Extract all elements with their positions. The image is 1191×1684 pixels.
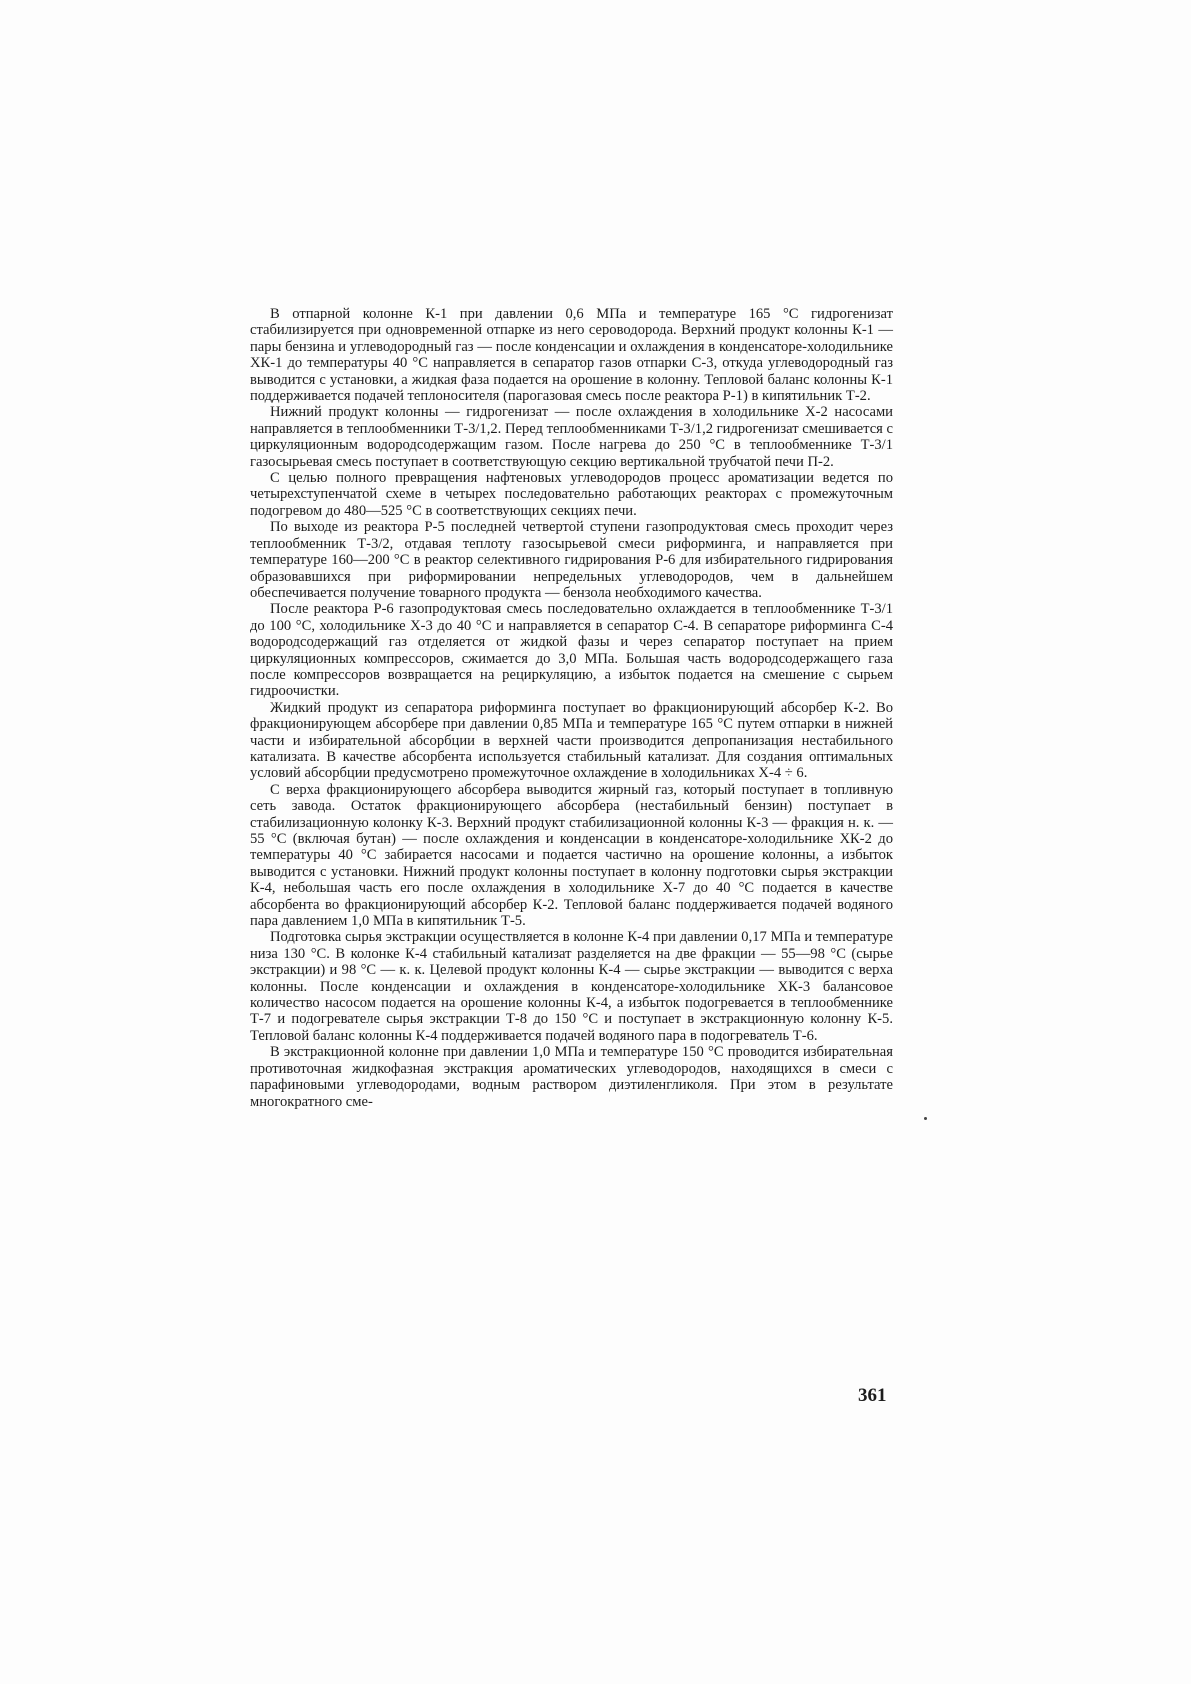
body-text	[250, 306, 893, 1110]
paragraph-3: С целью полного превращения нафтеновых углеводородов процесс ароматизации ведется по четырехступенчатой схеме в четырех последовательно работающих реакторах с промежуточным подогревом до 480—525 °С в соответствующих секциях печи.	[250, 470, 893, 519]
paragraph-4: По выходе из реактора Р-5 последней четвертой ступени газопродуктовая смесь проходит через теплообменник Т-3/2, отдавая теплоту газосырьевой смеси риформинга, и направляется при температуре 160—200 °С в реактор селективного гидрирования Р-6 для избирательного гидрирования образовавшихся при риформировании непредельных углеводородов, чем в дальнейшем обеспечивается получение товарного продукта — бензола необходимого качества.	[250, 519, 893, 601]
paragraph-2: Нижний продукт колонны — гидрогенизат — после охлаждения в холодильнике Х-2 насосами направляется в теплообменники Т-3/1,2. Перед теплообменниками Т-3/1,2 гидрогенизат смешивается с циркуляционным водородсодержащим газом. После нагрева до 250 °С в теплообменнике Т-3/1 газосырьевая смесь поступает в соответствующую секцию вертикальной трубчатой печи П-2.	[250, 404, 894, 470]
paragraph-9: В экстракционной колонне при давлении 1,0 МПа и температуре 150 °С проводится избирательная противоточная жидкофазная экстракция ароматических углеводородов, находящихся в смеси с парафиновыми углеводородами, водным раствором диэтиленгликоля. При этом в результате многократного сме-	[250, 1044, 893, 1110]
scan-speck	[924, 1117, 927, 1120]
paragraph-1: В отпарной колонне К-1 при давлении 0,6 МПа и температуре 165 °С гидрогенизат стабилизируется при одновременной отпарке из него сероводорода. Верхний продукт колонны К-1 — пары бензина и углеводородный газ — после конденсации и охлаждения в конденсаторе-холодильнике ХК-1 до температуры 40 °С направляется в сепаратор газов отпарки С-3, откуда углеводородный газ выводится с установки, а жидкая фаза подается на орошение в колонну. Тепловой баланс колонны К-1 поддерживается подачей теплоносителя (парогазовая смесь после реактора Р-1) в кипятильник Т-2.	[250, 306, 893, 405]
paragraph-8: Подготовка сырья экстракции осуществляется в колонне К-4 при давлении 0,17 МПа и температуре низа 130 °С. В колонке К-4 стабильный катализат разделяется на две фракции — 55—98 °С (сырье экстракции) и 98 °С — к. к. Целевой продукт колонны К-4 — сырье экстракции — выводится с верха колонны. После конденсации и охлаждения в конденсаторе-холодильнике ХК-3 балансовое количество насосом подается на орошение колонны К-4, а избыток подогревается в теплообменнике Т-7 и подогревателе сырья экстракции Т-8 до 150 °С и поступает в экстракционную колонну К-5. Тепловой баланс колонны К-4 поддерживается подачей водяного пара в подогреватель Т-6.	[250, 929, 893, 1044]
paragraph-6: Жидкий продукт из сепаратора риформинга поступает во фракционирующий абсорбер К-2. Во фракционирующем абсорбере при давлении 0,85 МПа и температуре 165 °С путем отпарки в нижней части и избирательной абсорбции в верхней части производится депропанизация нестабильного катализата. В качестве абсорбента используется стабильный катализат. Для создания оптимальных условий абсорбции предусмотрено промежуточное охлаждение в холодильниках Х-4 ÷ 6.	[250, 699, 893, 782]
paragraph-7: С верха фракционирующего абсорбера выводится жирный газ, который поступает в топливную сеть завода. Остаток фракционирующего абсорбера (нестабильный бензин) поступает в стабилизационную колонку К-3. Верхний продукт стабилизационной колонны К-3 — фракция н. к. — 55 °С (включая бутан) — после охлаждения и конденсации в конденсаторе-холодильнике ХК-2 до температуры 40 °С забирается насосами и подается частично на орошение колонны, а избыток выводится с установки. Нижний продукт колонны поступает в колонну подготовки сырья экстракции К-4, небольшая часть его после охлаждения в холодильнике Х-7 до 40 °С подается в качестве абсорбента во фракционирующий абсорбер К-2. Тепловой баланс поддерживается подачей водяного пара давлением 1,0 МПа в кипятильник Т-5.	[250, 781, 893, 930]
page-number: 361	[858, 1385, 887, 1406]
paragraph-5: После реактора Р-6 газопродуктовая смесь последовательно охлаждается в теплообменнике Т-3/1 до 100 °С, холодильнике Х-3 до 40 °С и направляется в сепаратор С-4. В сепараторе риформинга С-4 водородсодержащий газ отделяется от жидкой фазы и через сепаратор поступает на прием циркуляционных компрессоров, сжимается до 3,0 МПа. Большая часть водородсодержащего газа после компрессоров возвращается на рециркуляцию, а избыток подается на смешение с сырьем гидроочистки.	[250, 601, 893, 700]
